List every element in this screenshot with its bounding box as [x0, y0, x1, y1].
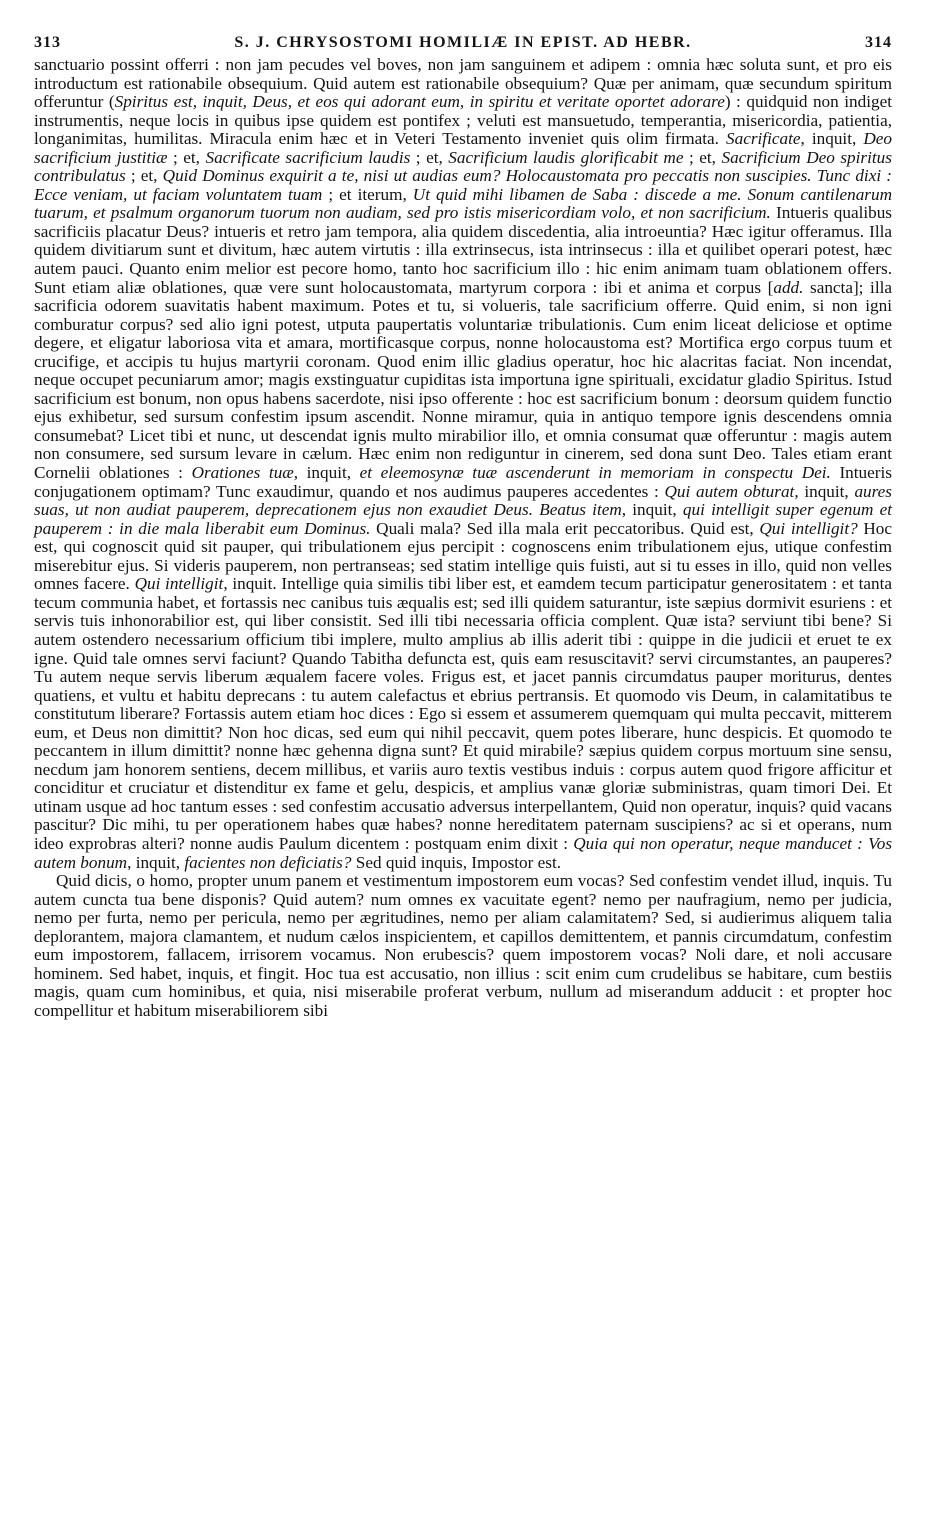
text-run: ; et, — [683, 147, 722, 167]
italic-quotation: Ut quid mihi libamen de Saba : discede a me. Sonum cantilenarum tuarum, et psalmum organorum tuorum non audiam, sed pro istis misericordiam volo, et non sacrificium. — [34, 184, 892, 223]
text-run: ; et iterum, — [322, 184, 413, 204]
text-run: , inquit, — [800, 129, 864, 149]
running-title: S. J. CHRYSOSTOMI HOMILIÆ IN EPIST. AD HEBR. — [234, 34, 692, 51]
text-run: Quali mala? Sed illa mala erit peccatoribus. Quid est, — [370, 518, 760, 538]
body-paragraph — [34, 56, 892, 872]
text-run: sanctuario possint offerri : non jam pecudes vel boves, non jam sanguinem et adipem : omnia hæc soluta sunt, et pro eis introductum est rationabile obsequium. Quid autem est rationabile obsequium? Quæ per animam, quæ secundum spiritum offeruntur ( — [34, 55, 892, 112]
text-run: Hoc est, qui cognoscit quid sit pauper, qui tribulationem ejus percipit : cognoscens enim tribulationem ejus, utique confestim miserebitur ejus. Si videris pauperem, non pertranseas; sed statim intellige quis fuisti, aut si tu esses in illo, quid non velles omnes facere. — [34, 518, 892, 594]
text-run: , inquit, — [293, 463, 360, 483]
body-paragraph — [34, 872, 892, 1020]
italic-quotation: Orationes tuæ — [191, 463, 294, 483]
italic-quotation: Sacrificate sacrificium laudis — [205, 147, 411, 167]
text-run: , inquit, — [621, 500, 683, 520]
text-run: Sed quid inquis, Impostor est. — [351, 852, 562, 872]
text-run: , inquit, — [794, 481, 855, 501]
text-run: ; et, — [410, 147, 449, 167]
body-text — [34, 56, 892, 1020]
italic-quotation: Qui intelligit — [134, 574, 224, 594]
italic-quotation: Deo sacrificium justitiæ — [34, 129, 892, 167]
italic-quotation: Quia qui non operatur, neque manducet : Vos autem bonum — [34, 833, 893, 872]
italic-quotation: Sacrificium Deo spiritus contribulatus — [34, 147, 892, 186]
italic-quotation: add. — [773, 277, 804, 297]
text-run: , inquit, — [127, 852, 185, 872]
italic-quotation: Quid Dominus exquirit a te, nisi ut audias eum? Holocaustomata pro peccatis non suscipies. Tunc dixi : Ecce veniam, ut faciam voluntatem tuam — [34, 166, 892, 204]
italic-quotation: Sacrificate — [726, 129, 801, 149]
text-run: ) : quidquid non indiget instrumentis, neque locis in quibus ipse quidem est pontifex ; veluti est mansuetudo, temperantia, misericordia, patientia, longanimitas, humilitas. Miracula enim hæc et in Veteri Testamento inveniet quis olim firmata. — [34, 92, 892, 149]
text-run: Intueris qualibus sacrificiis placatur Deus? intueris et retro jam tempora, alia quidem discedentia, alia introeuntia? Hæc igitur offeramus. Illa quidem divitiarum sunt et divitum, hæc autem virtutis : illa extrinsecus, ista intrinsecus : illa et quilibet operari potest, hæc autem pauci. Quanto enim melior est pecore homo, tanto hoc sacrificium illo : hic enim animam tuam oblationem offers. Sunt etiam aliæ oblationes, quæ vere sunt holocaustomata, martyrum corpora : ibi et anima et corpus [ — [34, 203, 892, 297]
text-run: , inquit. Intellige quia similis tibi liber est, et eamdem tecum participatur generositatem : et tanta tecum communia habet, et fortassis nec canibus tuis æqualis est; sed illi quidem saturantur, iste sæpius dormivit esuriens : et servis tuis inhonorabilior est, qui liber consistit. Sed illi tibi necessaria officia complent. Quæ ista? serviunt tibi bene? Si autem ostendero necessarium officium tibi implere, multo amplius ab illis aderit tibi : quippe in die judicii et eruet te ex igne. Quid tale omnes servi faciunt? Quando Tabitha defuncta est, quis eam resuscitavit? servi circumstantes, an pauperes? Tu autem neque servis liberum æqualem facere voles. Frigus est, et jacet pannis circumdatus pauper moriturus, dentes quatiens, et vultu et habitu deprecans : tu autem calefactus et ebrius pertransis. Et quomodo vis Deum, in calamitatibus te constitutum liberare? Fortassis autem etiam hoc dices : Ego si essem et assumerem quemquam qui multa peccavit, mitterem eum, et Deus non dimittit? Non hoc dicas, sed eum qui nihil peccavit, quem potes liberare, hunc despicis. Et quomodo te peccantem in illum dimittit? nonne hæc gehenna digna sunt? Et quid mirabile? sæpius quidem corpus mortuum sine sensu, necdum jam honorem sentiens, decem millibus, et variis auro textis vestibus induis : corpus autem quod frigore afficitur et conciditur et cruciatur et distenditur ex fame et gelu, despicis, et amplius vanæ gloriæ subministras, quam timori Dei. Et utinam usque ad hoc tantum esses : sed confestim accusatio adversus interpellantem, Quid non operatur, inquis? quid vacans pascitur? Dic mihi, tu per operationem habes quæ habes? nonne hereditatem paternam suscipiens? ac si et operans, num ideo exprobras alteri? nonne audis Paulum dicentem : postquam enim dixit : — [34, 574, 893, 853]
italic-quotation: Sacrificium laudis glorificabit me — [448, 147, 684, 167]
italic-quotation: qui intelligit super egenum et pauperem : in die mala liberabit eum Dominus. — [34, 500, 892, 538]
running-head — [34, 34, 892, 56]
right-page-number: 314 — [865, 34, 892, 51]
text-run: Intueris conjugationem optimam? Tunc exaudimur, quando et nos audimus pauperes accedentes : — [34, 463, 892, 501]
text-run: ; et, — [167, 147, 206, 167]
italic-quotation: facientes non deficiatis? — [184, 852, 352, 872]
left-page-number: 313 — [34, 34, 61, 51]
italic-quotation: Qui intelligit? — [759, 518, 858, 538]
italic-quotation: Qui autem obturat — [664, 481, 795, 501]
italic-quotation: et eleemosynæ tuæ ascenderunt in memoriam in conspectu Dei. — [359, 463, 831, 483]
text-run: Quid dicis, o homo, propter unum panem et vestimentum impostorem eum vocas? Sed confestim vendet illud, inquis. Tu autem cuncta tua bene disponis? Quid autem? num omnes ex vacuitate egent? nemo per naufragium, nemo per judicia, nemo per furta, nemo per pericula, nemo per ægritudines, nemo per aliam calamitatem? Sed, si audierimus aliquem talia deplorantem, majora clamantem, et nudum cælos inspicientem, et capillos demittentem, et pannis circumdatum, confestim eum impostorem, fallacem, irrisorem vocamus. Non erubescis? quem impostorem vocas? Noli dare, et noli accusare hominem. Sed habet, inquis, et fingit. Hoc tua est accusatio, non illius : scit enim cum crudelibus se habitare, cum bestiis magis, quam cum hominibus, et quia, nisi miserabile proferat verbum, nullum ad miserandum adducit : et propter hoc compellitur et habitum miserabiliorem sibi — [34, 871, 892, 1020]
text-run: sancta]; illa sacrificia odorem suavitatis habent maximum. Potes et tu, si volueris, tale sacrificium offerre. Quid enim, si non igni comburatur corpus? sed alio igni potest, utputa paupertatis voluntariæ tribulationis. Cum enim liceat deliciose et optime degere, et eligatur laboriosa vita et amara, mortificasque corpus, nonne holocaustoma est? Mortifica ergo corpus tuum et crucifige, et accipis tu hujus martyrii coronam. Quod enim illic gladius operatur, hoc hic alacritas faciat. Non incendat, neque occupet pecuniarum amor; magis exstinguatur cupiditas ista importuna igne spirituali, excidatur gladio Spiritus. Istud sacrificium est bonum, non opus habens sacerdote, nisi ipso offerente : hoc est sacrificium bonum : deorsum quidem functio ejus exhibetur, sed sursum confestim ipsum ascendit. Nonne miramur, quia in antiquo tempore ignis descendens omnia consumebat? Licet tibi et nunc, ut descendat ignis multo mirabilior illo, et omnia consumat quæ offeruntur : magis autem non consumere, sed sursum levare in cælum. Hæc enim non rediguntur in cinerem, sed dona sunt Deo. Tales etiam erant Cornelii oblationes : — [34, 277, 893, 483]
text-run: ; et, — [125, 166, 163, 186]
italic-quotation: Spiritus est, inquit, Deus, et eos qui adorant eum, in spiritu et veritate oportet adorare — [114, 92, 725, 112]
italic-quotation: aures suas, ut non audiat pauperem, deprecationem ejus non exaudiet Deus. Beatus item — [34, 481, 892, 520]
